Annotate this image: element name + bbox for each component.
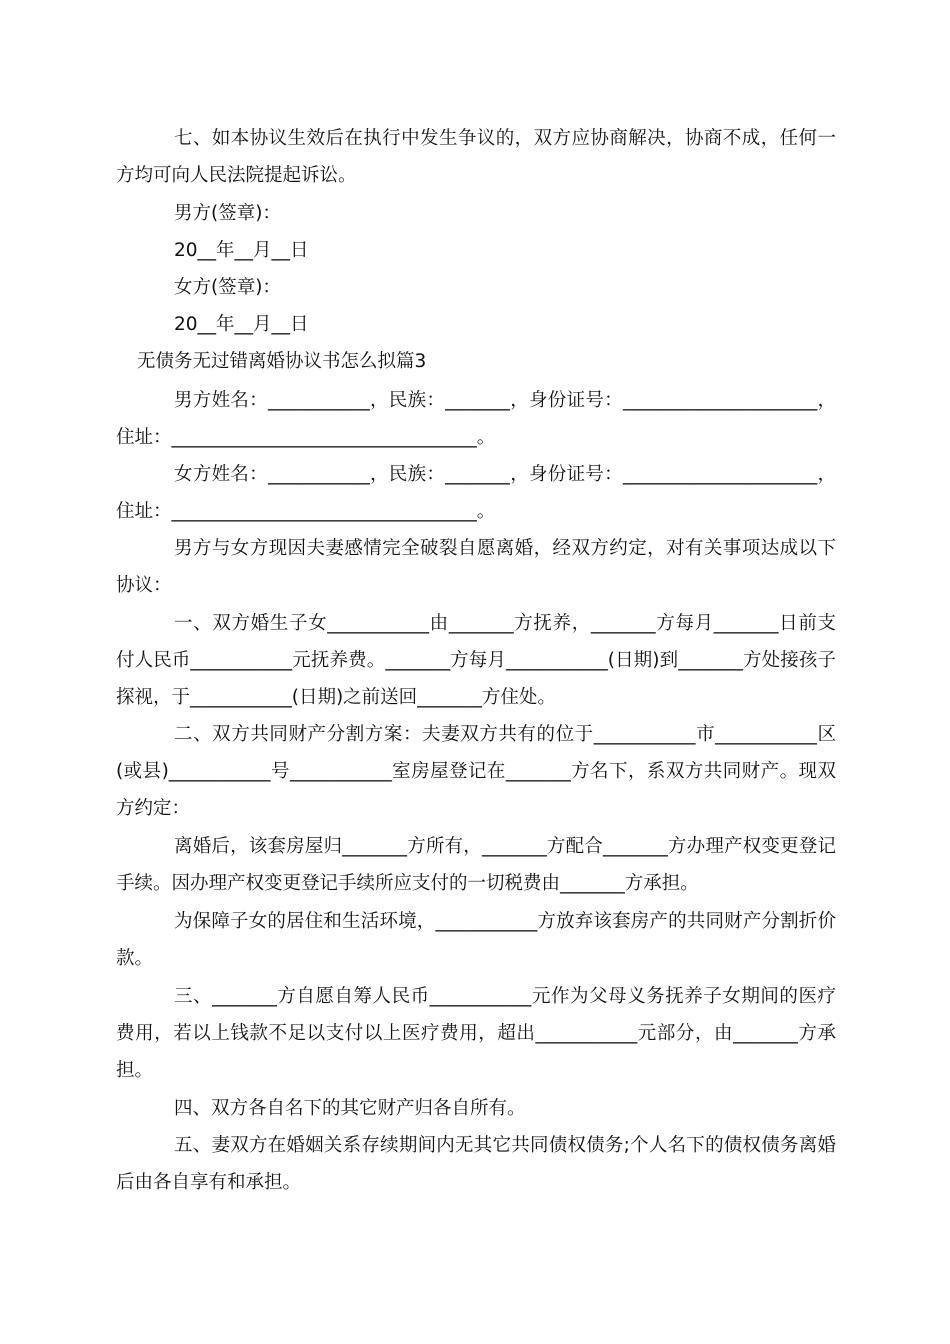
clause-3-medical: 三、_______方自愿自筹人民币___________元作为父母义务抚养子女期间的医疗费用，若以上钱款不足以支付以上医疗费用，超出___________元部分，由_______方承担。 bbox=[116, 986, 836, 1081]
date-line-male: 20__年__月__日 bbox=[174, 240, 309, 261]
date-line-female: 20__年__月__日 bbox=[174, 314, 309, 335]
clause-5-debts: 五、妻双方在婚姻关系存续期间内无其它共同债权债务;个人名下的债权债务离婚后由各自享有和承担。 bbox=[116, 1135, 836, 1193]
clause-2b-waiver: 为保障子女的居住和生活环境，___________方放弃该套房产的共同财产分割折价款。 bbox=[116, 911, 836, 969]
section-title: 无债务无过错离婚协议书怎么拟篇3 bbox=[137, 351, 427, 372]
male-info-paragraph: 男方姓名：___________，民族：_______，身份证号：_____________________，住址：_________________________________。 bbox=[116, 390, 836, 448]
clause-2-property: 二、双方共同财产分割方案：夫妻双方共有的位于___________市___________区(或县)___________号___________室房屋登记在_______方名下，系双方共同财产。现双方约定： bbox=[116, 724, 836, 819]
female-info-paragraph: 女方姓名：___________，民族：_______，身份证号：_____________________，住址：_________________________________。 bbox=[116, 464, 836, 522]
paragraph-dispute-resolution: 七、如本协议生效后在执行中发生争议的，双方应协商解决，协商不成，任何一方均可向人民法院提起诉讼。 bbox=[116, 128, 836, 186]
clause-2a-house-ownership: 离婚后，该套房屋归_______方所有，_______方配合_______方办理产权变更登记手续。因办理产权变更登记手续所应支付的一切税费由_______方承担。 bbox=[116, 836, 836, 894]
clause-4-other-property: 四、双方各自名下的其它财产归各自所有。 bbox=[174, 1098, 526, 1119]
male-signature-line: 男方(签章)： bbox=[174, 203, 281, 224]
female-signature-line: 女方(签章)： bbox=[174, 277, 281, 298]
clause-1-custody: 一、双方婚生子女___________由_______方抚养，_______方每月_______日前支付人民币___________元抚养费。_______方每月___________(日期)到_______方处接孩子探视，于___________(日期)之前送回_______方住处。 bbox=[116, 613, 836, 708]
intro-paragraph: 男方与女方现因夫妻感情完全破裂自愿离婚，经双方约定，对有关事项达成以下协议： bbox=[116, 538, 836, 596]
